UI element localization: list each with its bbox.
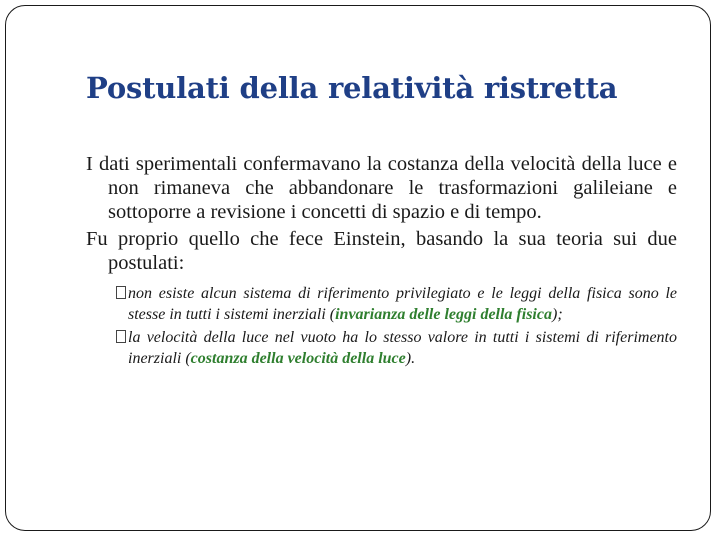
postulate-closing: ). [405, 350, 416, 367]
paragraph-einstein: Fu proprio quello che fece Einstein, basando la sua teoria sui due postulati: [86, 228, 677, 274]
postulate-text: non esiste alcun sistema di riferimento privilegiato e le leggi della fisica sono le stesse in tutti i sistemi inerziali ( [128, 285, 677, 323]
paragraph-experimental-data: I dati sperimentali confermavano la costanza della velocità della luce e non rimaneva che abbandonare le trasformazioni galileiane e sottoporre a revisione i concetti di spazio e di tempo. [86, 153, 677, 223]
slide-title: Postulati della relatività ristretta [86, 71, 618, 105]
postulate-highlight: costanza della velocità della luce [190, 350, 406, 367]
postulate-item [86, 283, 677, 325]
slide-frame [5, 5, 711, 531]
bullet-icon [116, 330, 126, 343]
postulate-highlight: invarianza delle leggi della fisica [335, 306, 552, 323]
postulate-text: la velocità della luce nel vuoto ha lo stesso valore in tutti i sistemi di riferimento inerziali ( [128, 329, 677, 367]
slide-body [86, 152, 677, 369]
bullet-icon [116, 286, 126, 299]
postulate-item [86, 327, 677, 369]
postulate-closing: ); [551, 306, 563, 323]
